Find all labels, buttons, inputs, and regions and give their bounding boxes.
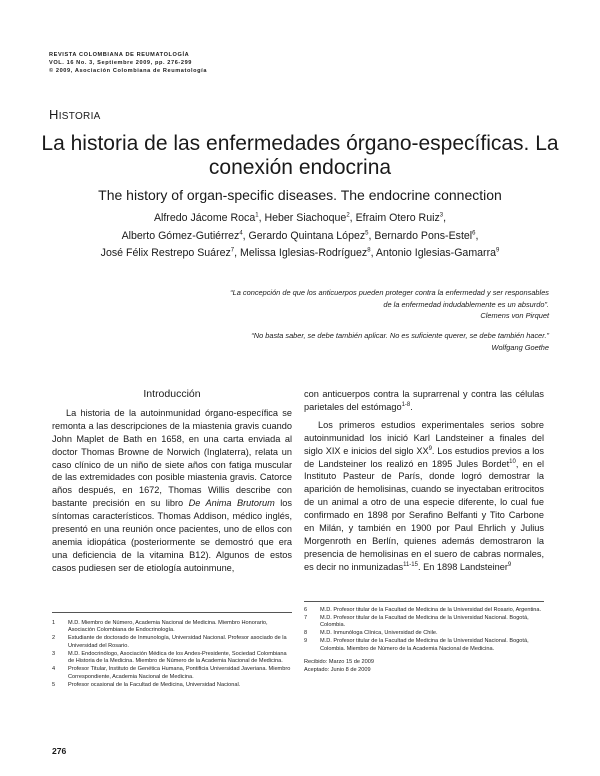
accepted-date: Aceptado: Junio 8 de 2009 — [304, 666, 371, 673]
epigraph — [129, 330, 549, 353]
author-line: Alfredo Jácome Roca$^1$, Heber Siachoque$^2$, Efraim Otero Ruiz$^3$, — [153, 212, 447, 224]
epigraph-line: “No basta saber, se debe también aplicar. No es suficiente querer, se debe también hacer.” — [251, 331, 549, 340]
page-number: 276 — [52, 746, 67, 756]
footnote: 3 M.D. Endocrinólogo, Asociación Médica de los Andes-Presidente, Sociedad Colombiana de Historia de la Medicina. Miembro de Número de la Academia Nacional de Medicina. — [52, 650, 287, 665]
epigraph-line: de la enfermedad indudablemente es un absurdo”. — [383, 299, 549, 309]
author-line: Alberto Gómez-Gutiérrez$^4$, Gerardo Quintana López$^5$, Bernardo Pons-Estel$^6$, — [121, 229, 479, 242]
section-initial: H — [49, 107, 59, 122]
section-rest: ISTORIA — [58, 111, 101, 122]
body-paragraph: La historia de la autoinmunidad órgano-específica se remonta a las descripciones de la miastenia gravis cuando John Maplet de Bath en 1658, en una carta enviada al doctor Thomas Browne de Norwich (Inglaterra), relata un caso clínico de un niño de siete años con fatiga muscular de las extremidades con posible miastenia gravis. Catorce años después, en 1672, Thomas Willis describe con bastante precisión en su libro De Anima Brutorum los síntomas característicos. Thomas Addison, médico inglés, presentó en una reunión once pacientes, uno de ellos con anemia idiopática (posteriormente se demostró que era una deficiencia de la vitamina B12). Algunos de estos casos pudiesen ser de etiología autoinmune, — [52, 407, 292, 573]
epigraph-line: “La concepción de que los anticuerpos pueden proteger contra la enfermedad y ser responsables — [230, 288, 549, 297]
footnote: 4 Profesor Titular, Instituto de Genética Humana, Pontificia Universidad Javeriana. Miembro Correspondiente, Academia Nacional de Medicina. — [52, 666, 291, 680]
author: José Félix Restrepo Suárez$^7$ — [100, 247, 235, 259]
author-line: José Félix Restrepo Suárez$^7$, Melissa Iglesias-Rodríguez$^8$, Antonio Iglesias-Gamarra$^9$ — [100, 247, 500, 259]
footnote: 1 M.D. Miembro de Número, Academia Nacional de Medicina. Miembro Honorario, Asociación Colombiana de Endocrinología. — [52, 620, 268, 634]
journal-volume: VOL. 16 No. 3, Septiembre 2009, pp. 276-299 — [49, 60, 193, 66]
author: Alfredo Jácome Roca$^1$ — [153, 212, 259, 224]
author: Heber Siachoque$^2$ — [264, 212, 350, 224]
article-title: La historia de las enfermedades órgano-específicas. La conexión endocrina — [41, 132, 559, 179]
article-dates — [304, 659, 544, 674]
author: Alberto Gómez-Gutiérrez$^4$ — [121, 229, 243, 242]
footnote: 6 M.D. Profesor titular de la Facultad de Medicina de la Universidad del Rosario, Argentina. — [304, 607, 542, 613]
author: Antonio Iglesias-Gamarra$^9$ — [375, 247, 500, 259]
body-paragraph: con anticuerpos contra la suprarrenal y contra las células parietales del estómago$^{1-8}$. — [304, 389, 544, 412]
epigraph-author: Clemens von Pirquet — [480, 311, 549, 320]
journal-header — [49, 51, 207, 75]
footnote: 2 Estudiante de doctorado de Inmunología, Universidad Nacional. Profesor asociado de la Universidad del Rosario. — [52, 635, 287, 649]
footnotes-left — [52, 620, 292, 690]
section-label — [49, 107, 101, 122]
footnote: 7 M.D. Profesor titular de la Facultad de Medicina de la Universidad Nacional. Bogotá, Colombia. — [304, 615, 529, 629]
author: Bernardo Pons-Estel$^6$ — [374, 229, 476, 242]
footnotes-right — [304, 607, 544, 674]
body-column-left — [52, 388, 292, 575]
section-heading: Introducción — [143, 388, 201, 400]
author: Melissa Iglesias-Rodríguez$^8$ — [240, 247, 371, 259]
author-list — [30, 210, 570, 263]
epigraph — [129, 287, 549, 322]
footnote: 5 Profesor ocasional de la Facultad de Medicina, Universidad Nacional. — [52, 681, 241, 688]
journal-copyright: © 2009, Asociación Colombiana de Reumatología — [49, 68, 208, 74]
journal-name: REVISTA COLOMBIANA DE REUMATOLOGÍA — [49, 52, 190, 58]
author: Efraim Otero Ruiz$^3$ — [355, 212, 444, 224]
footnote-divider — [304, 601, 544, 602]
author: Gerardo Quintana López$^5$ — [248, 229, 369, 242]
footnote: 8 M.D. Inmunóloga Clínica, Universidad de Chile. — [304, 630, 438, 637]
footnote-divider — [52, 612, 292, 613]
footnote: 9 M.D. Profesor titular de la Facultad de Medicina de la Universidad Nacional. Bogotá, Colombia. Miembro de Número de la Academia Nacional de Medicina. — [304, 638, 529, 652]
body-column-right — [304, 388, 544, 574]
epigraph-author: Wolfgang Goethe — [491, 342, 549, 352]
received-date: Recibido: Marzo 15 de 2009 — [304, 659, 374, 666]
article-subtitle: The history of organ-specific diseases. The endocrine connection — [98, 187, 502, 203]
body-paragraph: Los primeros estudios experimentales serios sobre autoinmunidad los inició Karl Landsteiner a finales del siglo XIX e inicios del siglo $XX^9$. Los estudios previos a los de Landsteiner los realizó en 1895 Jules Bordet$^{10}$, en el Instituto Pasteur de París, donde logró demostrar la aparición de hemolisinas, cuando se inyectaban eritrocitos de un animal a otro de una especie diferente, lo cual fue confirmado en 1898 por Serafino Belfanti y Tito Carbone en Milán, y también en 1900 por Paul Ehrlich y Julius Morgenroth en Berlín, quienes además demostraron la presencia de hemolisinas en el suero de cabras normales, es decir no inmunizadas$^{11-15}$. En 1898 Landsteiner$^9$ — [304, 419, 544, 572]
